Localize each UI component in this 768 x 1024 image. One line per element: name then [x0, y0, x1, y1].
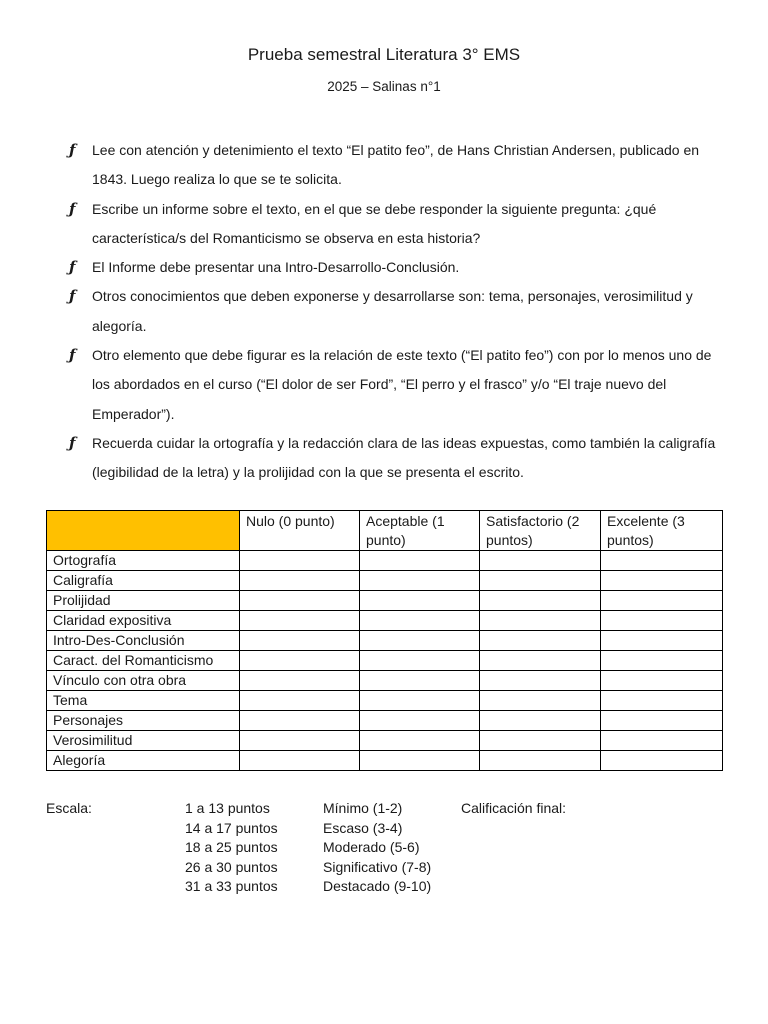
- rubric-corner-cell: [47, 511, 240, 551]
- rubric-score-cell[interactable]: [240, 751, 360, 771]
- rubric-score-cell[interactable]: [240, 631, 360, 651]
- rubric-score-cell[interactable]: [360, 731, 480, 751]
- scale-level: Escaso (3-4): [323, 819, 403, 836]
- rubric-column-satisfactorio: Satisfactorio (2 puntos): [480, 511, 601, 551]
- rubric-row: [47, 551, 723, 571]
- rubric-score-cell[interactable]: [240, 711, 360, 731]
- scale-range: 1 a 13 puntos: [185, 800, 270, 816]
- rubric-score-cell[interactable]: [601, 691, 723, 711]
- rubric-score-cell[interactable]: [601, 751, 723, 771]
- rubric-score-cell[interactable]: [240, 571, 360, 591]
- rubric-score-cell[interactable]: [480, 631, 601, 651]
- instruction-text: Recuerda cuidar la ortografía y la redacción clara de las ideas expuestas, como también la caligrafía (legibilidad de la letra) y la prolijidad con la que se presenta el escrito.: [92, 434, 716, 481]
- instruction-item: [66, 429, 726, 488]
- rubric-score-cell[interactable]: [480, 651, 601, 671]
- rubric-score-cell[interactable]: [360, 611, 480, 631]
- script-f-bullet-icon: ƒ: [69, 258, 76, 277]
- rubric-criterion: Alegoría: [47, 751, 240, 771]
- rubric-score-cell[interactable]: [480, 731, 601, 751]
- script-f-bullet-icon: ƒ: [69, 141, 76, 159]
- rubric-score-cell[interactable]: [480, 571, 601, 591]
- rubric-criterion: Caligrafía: [47, 571, 240, 591]
- rubric-column-aceptable: Aceptable (1 punto): [360, 511, 480, 551]
- rubric-criterion: Vínculo con otra obra: [47, 671, 240, 691]
- scale-range: 14 a 17 puntos: [185, 819, 278, 836]
- rubric-row: [47, 591, 723, 611]
- rubric-table: [46, 510, 723, 771]
- rubric-score-cell[interactable]: [601, 731, 723, 751]
- rubric-row: [47, 611, 723, 631]
- rubric-criterion: Prolijidad: [47, 591, 240, 611]
- rubric-score-cell[interactable]: [601, 711, 723, 731]
- rubric-score-cell[interactable]: [360, 591, 480, 611]
- rubric-score-cell[interactable]: [360, 691, 480, 711]
- rubric-score-cell[interactable]: [240, 551, 360, 571]
- rubric-criterion: Claridad expositiva: [47, 611, 240, 631]
- script-f-bullet-icon: ƒ: [69, 287, 76, 306]
- scale-level: Mínimo (1-2): [323, 800, 403, 816]
- document-subtitle: 2025 – Salinas n°1: [327, 79, 441, 94]
- rubric-score-cell[interactable]: [360, 551, 480, 571]
- instruction-item: [66, 341, 726, 429]
- instructions-list: [66, 136, 726, 488]
- scale-range: 26 a 30 puntos: [185, 858, 278, 875]
- rubric-header-row: [47, 511, 723, 551]
- rubric-row: [47, 691, 723, 711]
- rubric-criterion: Tema: [47, 691, 240, 711]
- rubric-score-cell[interactable]: [480, 551, 601, 571]
- rubric-criterion: Ortografía: [47, 551, 240, 571]
- rubric-score-cell[interactable]: [360, 571, 480, 591]
- rubric-score-cell[interactable]: [360, 711, 480, 731]
- rubric-score-cell[interactable]: [240, 731, 360, 751]
- rubric-body: [47, 551, 723, 771]
- scale-range: 18 a 25 puntos: [185, 839, 278, 856]
- rubric-score-cell[interactable]: [480, 611, 601, 631]
- scale-range: 31 a 33 puntos: [185, 878, 278, 895]
- script-f-bullet-icon: ƒ: [69, 346, 76, 365]
- instruction-text: Otros conocimientos que deben exponerse y desarrollarse son: tema, personajes, verosimilitud y alegoría.: [92, 288, 693, 334]
- instruction-item: [66, 136, 726, 195]
- rubric-score-cell[interactable]: [601, 591, 723, 611]
- rubric-score-cell[interactable]: [240, 671, 360, 691]
- rubric-score-cell[interactable]: [601, 571, 723, 591]
- rubric-criterion: Verosimilitud: [47, 731, 240, 751]
- rubric-score-cell[interactable]: [360, 671, 480, 691]
- rubric-row: [47, 711, 723, 731]
- instruction-text: Otro elemento que debe figurar es la relación de este texto (“El patito feo”) con por lo menos uno de los abordados en el curso (“El dolor de ser Ford”, “El perro y el frasco” y/o “El traje nuevo del Emperador”).: [92, 347, 712, 422]
- instruction-item: [66, 195, 726, 254]
- instruction-text: El Informe debe presentar una Intro-Desarrollo-Conclusión.: [92, 259, 460, 276]
- rubric-criterion: Personajes: [47, 711, 240, 731]
- instruction-item: [66, 253, 726, 282]
- rubric-score-cell[interactable]: [240, 611, 360, 631]
- rubric-score-cell[interactable]: [480, 591, 601, 611]
- rubric-row: [47, 671, 723, 691]
- instruction-text: Escribe un informe sobre el texto, en el que se debe responder la siguiente pregunta: ¿qué característica/s del Romanticismo se observa en esta historia?: [92, 200, 657, 246]
- rubric-score-cell[interactable]: [480, 671, 601, 691]
- rubric-column-nulo: Nulo (0 punto): [240, 511, 360, 551]
- final-grade-label: Calificación final:: [461, 800, 567, 816]
- rubric-score-cell[interactable]: [480, 711, 601, 731]
- rubric-row: [47, 651, 723, 671]
- rubric-criterion: Intro-Des-Conclusión: [47, 631, 240, 651]
- rubric-score-cell[interactable]: [240, 591, 360, 611]
- rubric-score-cell[interactable]: [360, 631, 480, 651]
- rubric-row: [47, 751, 723, 771]
- scale-level: Moderado (5-6): [323, 839, 420, 856]
- rubric-criterion: Caract. del Romanticismo: [47, 651, 240, 671]
- instruction-text: Lee con atención y detenimiento el texto “El patito feo”, de Hans Christian Andersen, publicado en 1843. Luego realiza lo que se te solicita.: [92, 142, 700, 188]
- script-f-bullet-icon: ƒ: [69, 199, 76, 218]
- scale-label: Escala:: [46, 800, 92, 816]
- rubric-column-excelente: Excelente (3 puntos): [601, 511, 723, 551]
- rubric-score-cell[interactable]: [601, 671, 723, 691]
- rubric-score-cell[interactable]: [480, 691, 601, 711]
- rubric-score-cell[interactable]: [601, 551, 723, 571]
- rubric-score-cell[interactable]: [360, 751, 480, 771]
- rubric-score-cell[interactable]: [240, 691, 360, 711]
- rubric-score-cell[interactable]: [601, 611, 723, 631]
- rubric-score-cell[interactable]: [480, 751, 601, 771]
- scale-level: Destacado (9-10): [323, 878, 432, 895]
- rubric-score-cell[interactable]: [601, 651, 723, 671]
- rubric-row: [47, 571, 723, 591]
- scale-level: Significativo (7-8): [323, 858, 432, 875]
- rubric-score-cell[interactable]: [360, 651, 480, 671]
- instruction-item: [66, 282, 726, 341]
- script-f-bullet-icon: ƒ: [69, 433, 76, 452]
- rubric-row: [47, 731, 723, 751]
- document-title: Prueba semestral Literatura 3° EMS: [247, 45, 521, 64]
- rubric-score-cell[interactable]: [240, 651, 360, 671]
- rubric-score-cell[interactable]: [601, 631, 723, 651]
- rubric-row: [47, 631, 723, 651]
